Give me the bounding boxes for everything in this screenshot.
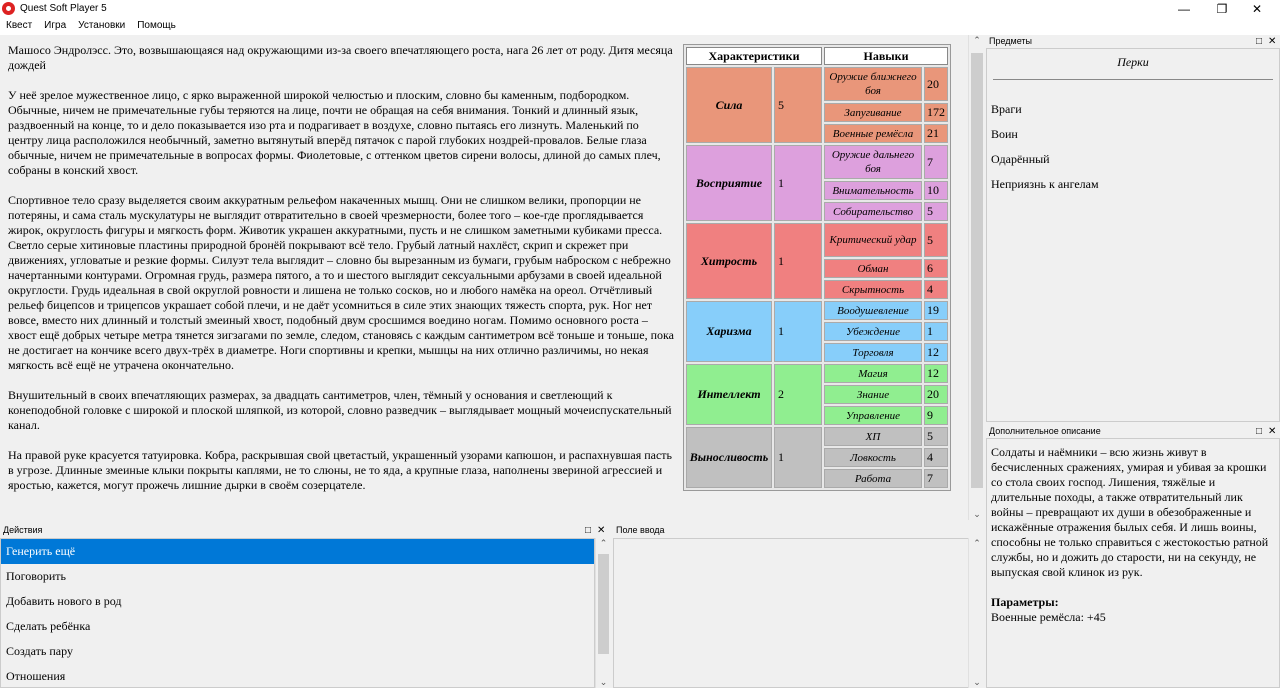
perks-title: Перки (1117, 55, 1149, 69)
scroll-down-icon[interactable]: ⌄ (973, 509, 981, 519)
skill-value: 172 (924, 103, 948, 122)
attribute-value: 2 (774, 364, 822, 425)
desc-title: Дополнительное описание (989, 426, 1101, 436)
scroll-down-icon[interactable]: ⌄ (599, 677, 608, 687)
actions-header (0, 524, 611, 537)
skill-name: Воодушевление (824, 301, 922, 320)
attribute-value: 1 (774, 223, 822, 299)
action-generate-more[interactable]: Генерить ещё (1, 539, 594, 564)
perk-item: Неприязнь к ангелам (991, 177, 1099, 191)
menu-settings[interactable]: Установки (78, 20, 126, 31)
skill-value: 5 (924, 427, 948, 446)
scroll-up-icon[interactable]: ⌃ (973, 538, 981, 548)
stats-row (686, 145, 948, 179)
attribute-name: Восприятие (686, 145, 772, 221)
title-bar (0, 0, 1280, 18)
skill-name: Знание (824, 385, 922, 404)
maximize-button[interactable]: ❐ (1216, 2, 1228, 16)
skill-name: Критический удар (824, 223, 922, 257)
desc-header (986, 425, 1280, 438)
restore-icon[interactable]: □ (1256, 426, 1263, 437)
skill-name: Убеждение (824, 322, 922, 341)
actions-title: Действия (3, 525, 43, 535)
skill-value: 7 (924, 145, 948, 179)
perk-item: Воин (991, 127, 1018, 141)
stats-row (686, 364, 948, 383)
attribute-name: Харизма (686, 301, 772, 362)
stats-row (686, 427, 948, 446)
app-icon (2, 2, 15, 15)
description-text: Солдаты и наёмники – всю жизнь живут в бесчисленных сражениях, умирая и убивая за крошки со стола своих господ. Лишения, тяжёлые и длительные походы, а также отвратительный лик войны – превращают их души в обезображенные и искажённые отражения былых себя. И лишь воины, способны не только справиться с жестокостью ратной службы, но и дожить до старости, ни на секунду, не выпуская свой клинок из рук. (991, 445, 1269, 579)
paragraph-intro: Машосо Эндролэсс. Это, возвышающаяся над окружающими из-за своего впечатляющего роста, нага 26 лет от роду. Дитя месяца дождей (8, 43, 673, 72)
attribute-name: Выносливость (686, 427, 772, 488)
paragraph-tattoo: На правой руке красуется татуировка. Кобра, раскрывшая свой цветастый, украшенный узорами капюшон, и распахнувшая пасть в угрозе. Длинные змеиные клыки покрыты каплями, не то слюны, не то яда, а крупные глаза, наполнены звериной агрессией и яростью, кажется, могут прожечь лишние дырки в своём созерцателе. (8, 448, 673, 492)
skill-value: 20 (924, 385, 948, 404)
stats-row (686, 67, 948, 101)
actions-list (0, 538, 595, 688)
close-icon[interactable]: ✕ (597, 525, 606, 536)
action-create-pair[interactable]: Создать пару (6, 644, 73, 658)
input-field-area[interactable] (613, 538, 985, 688)
skill-value: 9 (924, 406, 948, 425)
skill-name: Ловкость (824, 448, 922, 467)
restore-icon[interactable]: □ (1256, 36, 1263, 47)
main-scrollbar[interactable] (968, 35, 985, 520)
stats-table (683, 44, 951, 491)
skill-value: 5 (924, 223, 948, 257)
scroll-up-icon[interactable]: ⌃ (599, 538, 608, 548)
skill-name: Запугивание (824, 103, 922, 122)
skill-value: 12 (924, 343, 948, 362)
skill-value: 1 (924, 322, 948, 341)
close-button[interactable]: ✕ (1251, 2, 1263, 16)
skill-name: Военные ремёсла (824, 124, 922, 143)
skill-name: Оружие дальнего боя (824, 145, 922, 179)
params-value: Военные ремёсла: +45 (991, 610, 1106, 624)
skill-value: 4 (924, 280, 948, 299)
perk-item: Одарённый (991, 152, 1050, 166)
params-label: Параметры: (991, 595, 1059, 609)
skill-value: 4 (924, 448, 948, 467)
header-skills: Навыки (824, 47, 948, 65)
skill-value: 10 (924, 181, 948, 200)
skill-value: 6 (924, 259, 948, 278)
skill-name: Скрытность (824, 280, 922, 299)
skill-value: 20 (924, 67, 948, 101)
skill-value: 21 (924, 124, 948, 143)
menu-help[interactable]: Помощь (137, 20, 176, 31)
skill-value: 5 (924, 202, 948, 221)
skill-name: Оружие ближнего боя (824, 67, 922, 101)
menu-game[interactable]: Игра (44, 20, 67, 31)
attribute-name: Интеллект (686, 364, 772, 425)
header-attributes: Характеристики (686, 47, 822, 65)
items-header (986, 35, 1280, 48)
attribute-value: 5 (774, 67, 822, 143)
attribute-name: Хитрость (686, 223, 772, 299)
attribute-value: 1 (774, 145, 822, 221)
perk-item: Враги (991, 102, 1022, 116)
input-scrollbar[interactable] (968, 538, 985, 688)
window-title: Quest Soft Player 5 (20, 3, 107, 14)
scroll-thumb[interactable] (971, 53, 983, 488)
input-title: Поле ввода (616, 525, 665, 535)
skill-name: Обман (824, 259, 922, 278)
skill-name: Магия (824, 364, 922, 383)
menu-quest[interactable]: Квест (6, 20, 33, 31)
skill-name: ХП (824, 427, 922, 446)
action-add-to-clan[interactable]: Добавить нового в род (6, 594, 122, 608)
skill-name: Управление (824, 406, 922, 425)
main-description (8, 43, 676, 508)
items-title: Предметы (989, 36, 1033, 46)
skill-name: Работа (824, 469, 922, 488)
main-text-pane (0, 35, 680, 520)
close-icon[interactable]: ✕ (1268, 36, 1277, 47)
stats-row (686, 223, 948, 257)
attribute-name: Сила (686, 67, 772, 143)
attribute-value: 1 (774, 301, 822, 362)
skill-value: 12 (924, 364, 948, 383)
skill-name: Торговля (824, 343, 922, 362)
action-talk[interactable]: Поговорить (6, 569, 67, 583)
minimize-button[interactable]: — (1178, 2, 1190, 16)
scroll-down-icon[interactable]: ⌄ (973, 677, 981, 687)
action-make-child[interactable]: Сделать ребёнка (6, 619, 91, 633)
actions-scrollbar[interactable] (595, 538, 611, 688)
attribute-value: 1 (774, 427, 822, 488)
paragraph-member: Внушительный в своих впечатляющих размерах, за двадцать сантиметров, член, тёмный у основания и светлеющий к конеподобной головке с широкой и плоской шляпкой, из которой, словно разведчик – выглядывает мощный мочеиспускательный канал. (8, 388, 672, 432)
paragraph-body: Спортивное тело сразу выделяется своим аккуратным рельефом накаченных мышц. Они не слишком велики, пропорции не потеряны, и сама сталь мускулатуры не выглядит отвратительно в своей чрезмерности, более того – кое-где проглядывается жирок, округлость фигуры и мягкость форм. Животик украшен аккуратными, пусть и не слишком заметными кубиками пресса. Светло серые хитиновые пластины природной бронёй покрывают всё тело. Грубый латный нахлёст, скрип и скрежет при движениях, угловатые и резкие формы. Силуэт тела выглядит – словно бы вырезанным из бумаги, грубым наброском с небрежно начертанными контурами. Огромная грудь, размера пятого, а то и шестого выглядит сексуальными арбузами в своей идеальной округлости. Грудь идеальная в свой округлой ровности и лишена не только сосков, но и любого намёка на ореол. Отчётливый рельеф бицепсов и трицепсов украшает собой плечи, и не даёт усомниться в силе этих знающих тяжесть спорта, рук. Ног нет вовсе, вместо них длинный и толстый змеиный хвост, подобный двум сросшимся воедино ногам. Помимо основного роста – хвост ещё добрых четыре метра тянется зигзагами по земле, следом, становясь с каждым сантиметром всё тоньше и тоньше, пока не достигает на кончике всего двух-трёх в диаметре. Ноги спортивны и крепки, мышцы на них отлично различимы, но некая мягкость всё ещё не утрачена окончательно. (8, 193, 674, 372)
skill-value: 19 (924, 301, 948, 320)
action-relations[interactable]: Отношения (6, 669, 66, 683)
description-panel (986, 438, 1280, 688)
scroll-thumb[interactable] (598, 554, 609, 654)
close-icon[interactable]: ✕ (1268, 426, 1277, 437)
restore-icon[interactable]: □ (585, 525, 592, 536)
menu-bar (0, 18, 1280, 35)
skill-name: Собирательство (824, 202, 922, 221)
input-header (613, 524, 985, 537)
items-panel (986, 48, 1280, 422)
stats-row (686, 301, 948, 320)
skill-name: Внимательность (824, 181, 922, 200)
paragraph-face: У неё зрелое мужественное лицо, с ярко выраженной широкой челюстью и плоским, словно бы каменным, подбородком. Обычные, ничем не примечательные губы теряются на лице, почти не обращая на себя внимания. Тонкий и длинный язык, раздвоенный на конце, то и дело показывается изо рта и подрагивает в воздухе, словно пытаясь его лизнуть. Маленький по центру лица расположился необычный, заметно вытянутый вперёд пятачок с парой глубоких ноздрей-провалов. Белые глаза обычные, ничем не примечательные в вопросах формы. Фиолетовые, с оттенком цветов сирени волосы, длиной до самых плеч, собраны в конский хвост. (8, 88, 661, 177)
scroll-up-icon[interactable]: ⌃ (973, 35, 981, 45)
skill-value: 7 (924, 469, 948, 488)
